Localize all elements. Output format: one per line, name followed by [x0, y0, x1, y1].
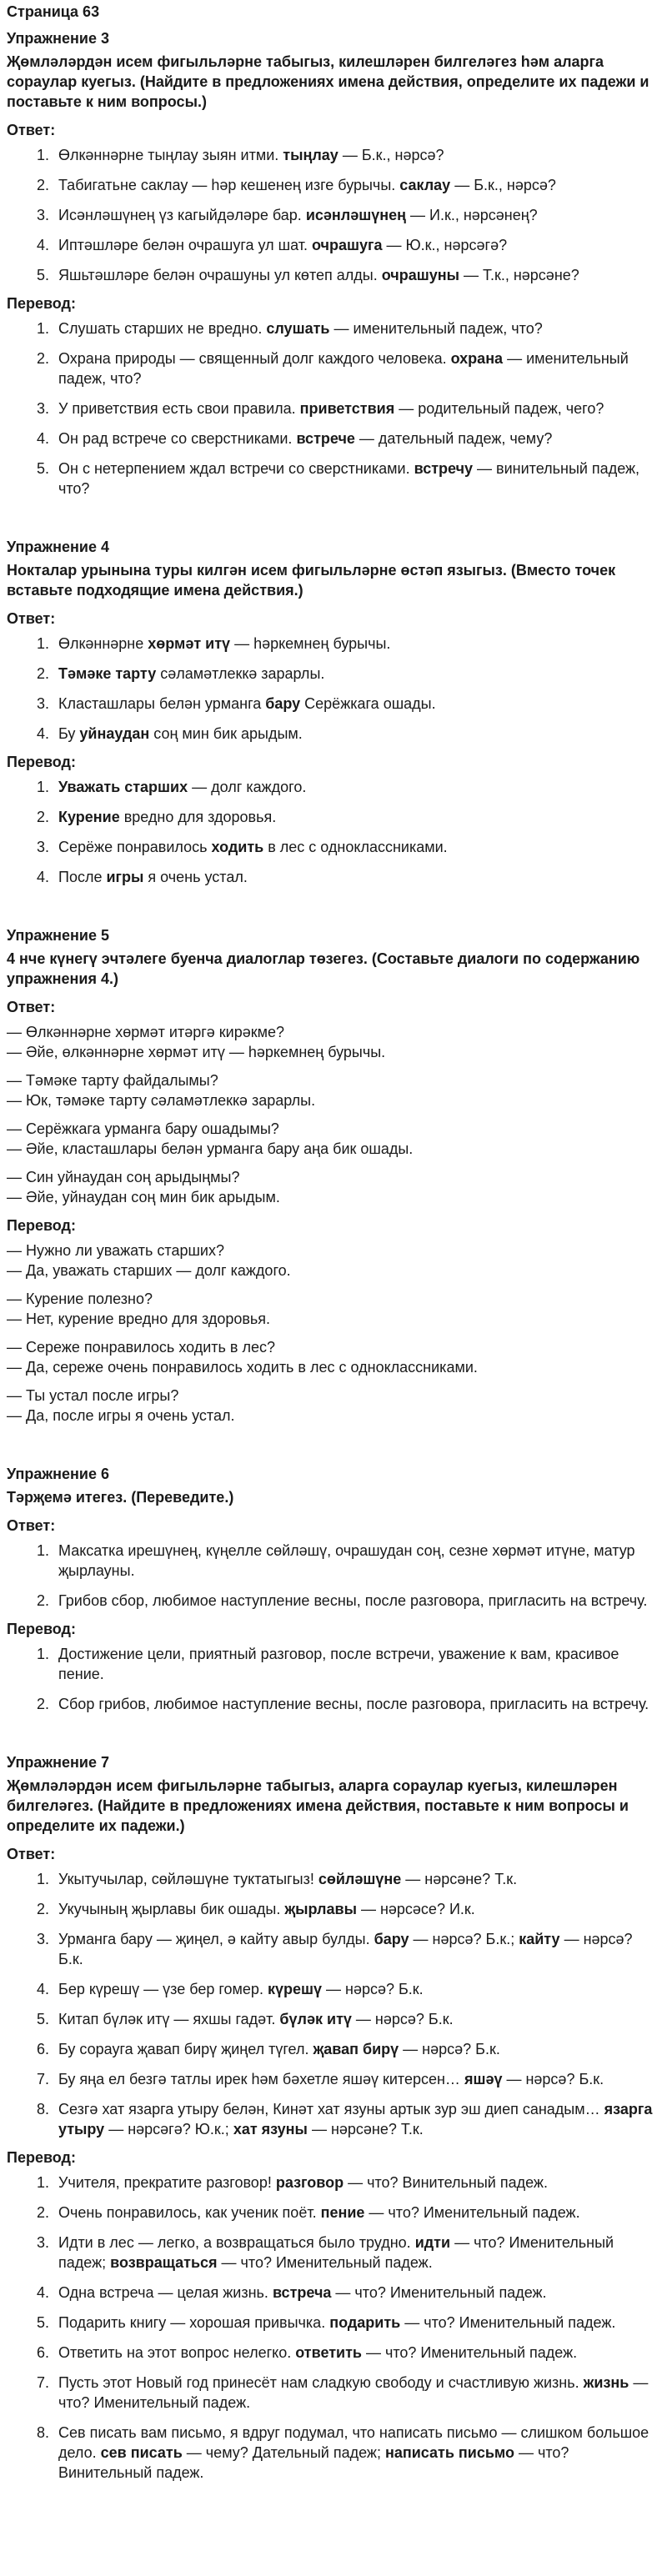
- dialog-line: — Серёжкага урманга бару ошадымы?: [7, 1120, 279, 1137]
- highlighted-word: слушать: [266, 320, 330, 337]
- list-item: 2. Охрана природы — священный долг каждого человека. охрана — именительный падеж, что?: [53, 348, 660, 388]
- block-label: Перевод:: [7, 754, 76, 770]
- exercise-task: 4 нче күнегү эчтәлеге буенча диалоглар төзегез. (Составьте диалоги по содержанию упражнения 4.): [7, 950, 640, 987]
- highlighted-word: возвращаться: [110, 2254, 218, 2271]
- exercise-task: Тәрҗемә итегез. (Переведите.): [7, 1489, 234, 1506]
- highlighted-word: хөрмәт итү: [148, 635, 231, 652]
- block-label: Ответ:: [7, 610, 56, 627]
- numbered-list: [7, 634, 660, 744]
- dialogs-list: [7, 1022, 660, 1207]
- highlighted-word: ответить: [295, 2344, 362, 2361]
- dialog-line: — Да, после игры я очень устал.: [7, 1407, 235, 1424]
- highlighted-word: саклау: [399, 177, 451, 193]
- list-item: 1. Максатка ирешүнең, күңелле сөйләшү, очрашудан соң, сезне хөрмәт итүне, матур җырлауны.: [53, 1541, 660, 1581]
- numbered-list: [7, 1869, 660, 2139]
- numbered-list: [7, 1541, 660, 1611]
- exercise-task: Җөмләләрдән исем фигыльләрне табыгыз, килешләрен билгеләгез һәм аларга сораулар куегыз. (Найдите в предложениях имена действия, определите их падежи и поставьте к ним вопросы.): [7, 53, 649, 110]
- dialog: [7, 1386, 660, 1426]
- block-label: Ответ:: [7, 999, 56, 1015]
- exercise-title: Упражнение 7: [7, 1754, 109, 1771]
- highlighted-word: кайту: [519, 1931, 560, 1947]
- list-item: 6. Бу сорауга җавап бирү җиңел түгел. җавап бирү — нәрсә? Б.к.: [53, 2039, 660, 2059]
- block-label: Ответ:: [7, 1517, 56, 1534]
- highlighted-word: разговор: [275, 2174, 344, 2191]
- list-item: 5. Он с нетерпением ждал встречи со сверстниками. встречу — винительный падеж, что?: [53, 459, 660, 499]
- list-item: 4. Бер күрешү — үзе бер гомер. күрешү — нәрсә? Б.к.: [53, 1979, 660, 1999]
- exercise-title: Упражнение 5: [7, 927, 109, 944]
- list-item: 8. Сев писать вам письмо, я вдруг подумал, что написать письмо — слишком большое дело. сев писать — чему? Дательный падеж; написать письмо — что? Винительный падеж.: [53, 2423, 660, 2483]
- dialog: [7, 1022, 660, 1062]
- numbered-list: [7, 1644, 660, 1714]
- list-item: 1. Слушать старших не вредно. слушать — именительный падеж, что?: [53, 318, 660, 338]
- dialog-line: — Сереже понравилось ходить в лес?: [7, 1339, 275, 1356]
- exercise-section: [7, 28, 660, 499]
- highlighted-word: бүләк итү: [279, 2011, 352, 2027]
- block-label: Перевод:: [7, 295, 76, 312]
- numbered-list: [7, 318, 660, 499]
- list-item: 2. Курение вредно для здоровья.: [53, 807, 660, 827]
- dialog-line: — Да, уважать старших — долг каждого.: [7, 1262, 291, 1279]
- highlighted-word: бару: [374, 1931, 409, 1947]
- exercise-title: Упражнение 6: [7, 1466, 109, 1482]
- list-item: 2. Сбор грибов, любимое наступление весны, после разговора, пригласить на встречу.: [53, 1694, 660, 1714]
- dialog-line: — Өлкәннәрне хөрмәт итәргә кирәкме?: [7, 1024, 285, 1040]
- list-item: 5. Яшьтәшләре белән очрашуны ул көтеп алды. очрашуны — Т.к., нәрсәне?: [53, 265, 660, 285]
- list-item: 3. Идти в лес — легко, а возвращаться было трудно. идти — что? Именительный падеж; возвращаться — что? Именительный падеж.: [53, 2233, 660, 2273]
- block-label: Перевод:: [7, 1217, 76, 1234]
- list-item: 7. Пусть этот Новый год принесёт нам сладкую свободу и счастливую жизнь. жизнь — что? Именительный падеж.: [53, 2373, 660, 2413]
- dialog-line: — Әйе, өлкәннәрне хөрмәт итү — һәркемнең бурычы.: [7, 1044, 386, 1060]
- highlighted-word: очрашуга: [311, 237, 383, 253]
- dialog: [7, 1167, 660, 1207]
- list-item: 4. Бу уйнаудан соң мин бик арыдым.: [53, 724, 660, 744]
- highlighted-word: күрешү: [267, 1981, 322, 1997]
- list-item: 1. Уважать старших — долг каждого.: [53, 777, 660, 797]
- highlighted-word: Тәмәке тарту: [58, 665, 157, 682]
- dialog-line: — Нужно ли уважать старших?: [7, 1242, 224, 1259]
- dialog-line: — Курение полезно?: [7, 1291, 153, 1307]
- list-item: 3. Серёже понравилось ходить в лес с одноклассниками.: [53, 837, 660, 857]
- list-item: 3. У приветствия есть свои правила. приветствия — родительный падеж, чего?: [53, 398, 660, 418]
- list-item: 1. Өлкәннәрне тыңлау зыян итми. тыңлау — Б.к., нәрсә?: [53, 145, 660, 165]
- dialog-line: — Әйе, класташлары белән урманга бару аңа бик ошады.: [7, 1140, 414, 1157]
- dialog: [7, 1070, 660, 1110]
- block-label: Перевод:: [7, 2149, 76, 2166]
- list-item: 4. Иптәшләре белән очрашуга ул шат. очрашуга — Ю.к., нәрсәгә?: [53, 235, 660, 255]
- exercise-section: [7, 1752, 660, 2483]
- dialog: [7, 1240, 660, 1280]
- list-item: 3. Класташлары белән урманга бару Серёжкага ошады.: [53, 694, 660, 714]
- list-item: 1. Достижение цели, приятный разговор, после встречи, уважение к вам, красивое пение.: [53, 1644, 660, 1684]
- dialog-line: — Юк, тәмәке тарту сәламәтлеккә зарарлы.: [7, 1092, 316, 1109]
- dialog: [7, 1119, 660, 1159]
- dialogs-list: [7, 1240, 660, 1426]
- highlighted-word: тыңлау: [283, 147, 339, 163]
- highlighted-word: Курение: [58, 809, 120, 825]
- dialog: [7, 1289, 660, 1329]
- list-item: 2. Табигатьне саклау — һәр кешенең изге бурычы. саклау — Б.к., нәрсә?: [53, 175, 660, 195]
- exercise-task: Җөмләләрдән исем фигыльләрне табыгыз, аларга сораулар куегыз, килешләрен билгеләгез. (Найдите в предложениях имена действия, поставьте к ним вопросы и определите их падежи.): [7, 1777, 629, 1834]
- numbered-list: [7, 777, 660, 887]
- dialog-line: — Ты устал после игры?: [7, 1387, 179, 1404]
- list-item: 7. Бу яңа ел безгә татлы ирек һәм бәхетле яшәү китерсен… яшәү — нәрсә? Б.к.: [53, 2069, 660, 2089]
- list-item: 3. Урманга бару — җиңел, ә кайту авыр булды. бару — нәрсә? Б.к.; кайту — нәрсә? Б.к.: [53, 1929, 660, 1969]
- dialog-line: — Син уйнаудан соң арыдыңмы?: [7, 1169, 240, 1185]
- exercise-task: Нокталар урынына туры килгән исем фигыльләрне өстәп языгыз. (Вместо точек вставьте подходящие имена действия.): [7, 562, 616, 599]
- dialog-line: — Да, сереже очень понравилось ходить в лес с одноклассниками.: [7, 1359, 478, 1376]
- list-item: 4. После игры я очень устал.: [53, 867, 660, 887]
- block-label: Перевод:: [7, 1621, 76, 1637]
- highlighted-word: җырлавы: [284, 1901, 357, 1917]
- dialog-line: — Нет, курение вредно для здоровья.: [7, 1311, 271, 1327]
- highlighted-word: встреча: [272, 2284, 332, 2301]
- list-item: 1. Учителя, прекратите разговор! разговор — что? Винительный падеж.: [53, 2173, 660, 2193]
- highlighted-word: язарга утыру: [58, 2101, 653, 2137]
- list-item: 2. Очень понравилось, как ученик поёт. пение — что? Именительный падеж.: [53, 2203, 660, 2223]
- list-item: 2. Грибов сбор, любимое наступление весны, после разговора, пригласить на встречу.: [53, 1591, 660, 1611]
- page-title: Страница 63: [7, 3, 100, 20]
- highlighted-word: написать письмо: [384, 2444, 514, 2461]
- list-item: 1. Өлкәннәрне хөрмәт итү — һәркемнең бурычы.: [53, 634, 660, 654]
- block-label: Ответ:: [7, 1846, 56, 1862]
- list-item: 8. Сезгә хат язарга утыру белән, Кинәт хат язуны артык зур эш диеп санадым… язарга утыру — нәрсәгә? Ю.к.; хат язуны — нәрсәне? Т.к.: [53, 2099, 660, 2139]
- highlighted-word: уйнаудан: [79, 725, 150, 742]
- list-item: 4. Он рад встрече со сверстниками. встрече — дательный падеж, чему?: [53, 428, 660, 449]
- list-item: 3. Исәнләшүнең үз кагыйдәләре бар. исәнләшүнең — И.к., нәрсәнең?: [53, 205, 660, 225]
- numbered-list: [7, 145, 660, 285]
- list-item: 5. Китап бүләк итү — яхшы гадәт. бүләк итү — нәрсә? Б.к.: [53, 2009, 660, 2029]
- highlighted-word: бару: [265, 695, 301, 712]
- highlighted-word: яшәү: [464, 2071, 503, 2087]
- numbered-list: [7, 2173, 660, 2483]
- list-item: 2. Укучының җырлавы бик ошады. җырлавы — нәрсәсе? И.к.: [53, 1899, 660, 1919]
- highlighted-word: игры: [106, 869, 144, 885]
- exercise-section: [7, 1464, 660, 1714]
- highlighted-word: идти: [414, 2234, 451, 2251]
- highlighted-word: очрашуны: [381, 267, 459, 283]
- block-label: Ответ:: [7, 122, 56, 138]
- exercises-container: [7, 28, 660, 2483]
- list-item: 2. Тәмәке тарту сәламәтлеккә зарарлы.: [53, 664, 660, 684]
- list-item: 5. Подарить книгу — хорошая привычка. подарить — что? Именительный падеж.: [53, 2313, 660, 2333]
- dialog-line: — Әйе, уйнаудан соң мин бик арыдым.: [7, 1189, 280, 1205]
- highlighted-word: сев писать: [100, 2444, 183, 2461]
- highlighted-word: Уважать старших: [58, 779, 188, 795]
- list-item: 1. Укытучылар, сөйләшүне туктатыгыз! сөйләшүне — нәрсәне? Т.к.: [53, 1869, 660, 1889]
- highlighted-word: жизнь: [583, 2374, 629, 2391]
- exercise-section: [7, 537, 660, 887]
- highlighted-word: пение: [320, 2204, 365, 2221]
- highlighted-word: встречу: [414, 460, 474, 477]
- highlighted-word: җавап бирү: [313, 2041, 399, 2057]
- highlighted-word: сөйләшүне: [318, 1871, 402, 1887]
- exercise-title: Упражнение 4: [7, 539, 109, 555]
- list-item: 4. Одна встреча — целая жизнь. встреча — что? Именительный падеж.: [53, 2283, 660, 2303]
- dialog-line: — Тәмәке тарту файдалымы?: [7, 1072, 218, 1089]
- highlighted-word: подарить: [329, 2314, 401, 2331]
- dialog: [7, 1337, 660, 1377]
- highlighted-word: хат язуны: [233, 2121, 308, 2137]
- highlighted-word: ходить: [211, 839, 264, 855]
- exercise-section: [7, 925, 660, 1426]
- list-item: 6. Ответить на этот вопрос нелегко. ответить — что? Именительный падеж.: [53, 2343, 660, 2363]
- highlighted-word: исәнләшүнең: [305, 207, 406, 223]
- highlighted-word: встрече: [296, 430, 355, 447]
- exercise-title: Упражнение 3: [7, 30, 109, 47]
- highlighted-word: приветствия: [299, 400, 395, 417]
- highlighted-word: охрана: [450, 350, 504, 367]
